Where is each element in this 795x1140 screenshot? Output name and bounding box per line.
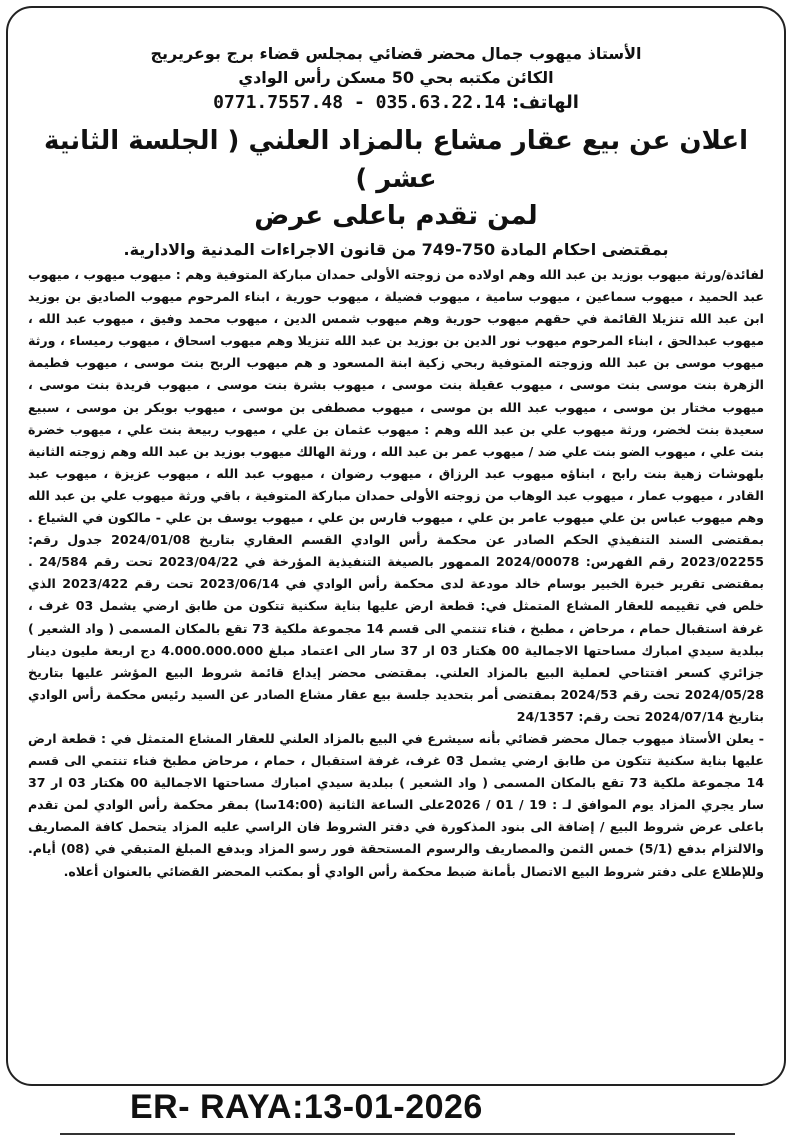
parties-and-references-paragraph: لفائدة/ورثة ميهوب بوزيد بن عبد الله وهم اولاده من زوجته الأولى حمدان مباركة المتوفية وهم : ميهوب ميهوب ، ميهوب عبد الحميد ، ميهوب سماعين ، ميهوب سامية ، ميهوب فضيلة ، ميهوب حورية ، ابناء المرحوم ميهوب الصاديق بن بوزيد ابن عبد الله تنزيلا القائمة في حقهم ميهوب حورية وهم ميهوب شمس الدين ، ميهوب محمد وفيق ، ميهوب عبد الله ، ميهوب عبدالحق ، ابناء المرحوم ميهوب نور الدين بن بوزيد بن عبد الله تنزيلا وهم ميهوب اسحاق ، ميهوب رميساء ، ورثة ميهوب موسى بن عبد الله وزوجته المتوفية ربحي زكية ابنة المسعود و هم ميهوب الربح بنت موسى ، ميهوب فطيمة الزهرة بنت موسى بنت موسى ، ميهوب عقيلة بنت موسى ، ميهوب بشرة بنت موسى ، ميهوب فريدة بنت موسى ، ميهوب مختار بن موسى ، ميهوب عبد الله بن موسى ، ميهوب مصطفى بن موسى ، ميهوب بوبكر بن موسى ، سبيع سعيدة بنت لخضر، ورثة ميهوب علي بن عبد الله وهم : ميهوب عثمان بن علي ، ميهوب ربيعة بنت علي ، ميهوب خضرة بنت علي ، ميهوب الضو بنت علي ضد / ميهوب عمر بن عبد الله ، ورثة الهالك ميهوب بوزيد بن عبد الله وهم زوجته الثانية بلهوشات زهية بنت رابح ، ابناؤه ميهوب عبد الرزاق ، ميهوب رضوان ، ميهوب عبد الله ، ميهوب عزيزة ، ميهوب عبد القادر ، ميهوب عمار ، ميهوب عبد الوهاب من زوجته الأولى حمدان مباركة المتوفية ، باقي ورثة ميهوب علي بن عبد الله وهم ميهوب عباس بن علي ميهوب عامر بن علي ، ميهوب فارس بن علي ، ميهوب يوسف بن علي - مالكون في الشياع . بمقتضى السند التنفيذي الحكم الصادر عن محكمة رأس الوادي القسم العقاري بتاريخ 2024/01/08 جدول رقم: 2023/02255 رقم الفهرس: 2024/00078 الممهور بالصيغة التنفيذية المؤرخة في 2023/04/22 تحت رقم 24/584 . بمقتضى تقرير خبرة الخبير بوسام خالد مودعة لدى محكمة رأس الوادي في 2023/06/14 تحت رقم 2023/422 الذي خلص في تقييمه للعقار المشاع المتمثل في: قطعة ارض عليها بناية سكنية تتكون من طابق ارضي يشمل 03 غرف ، غرفة استقبال حمام ، مرحاض ، مطبخ ، فناء تنتمي الى قسم 14 مجموعة ملكية 73 تقع بالمكان المسمى ( واد الشعير ) ببلدية سيدي امبارك مساحتها الاجمالية 00 هكتار 03 ار 37 سار الى اعتماد مبلغ 4.000.000.000 دج اربعة مليون دينار جزائري كسعر افتتاحي لعملية البيع بالمزاد العلني. بمقتضى محضر إيداع قائمة شروط البيع المؤشر عليها بتاريخ 2024/05/28 تحت رقم 2024/53 بمقتضى أمر بتحديد جلسة بيع عقار مشاع الصادر عن السيد رئيس محكمة رأس الوادي بتاريخ 2024/07/14 تحت رقم: 24/1357: [28, 267, 765, 724]
announcement-frame: [6, 6, 786, 1086]
announcement-body: [28, 264, 764, 883]
announcement-title-line2: لمن تقدم باعلى عرض: [254, 201, 538, 231]
phone-line: [28, 90, 764, 116]
sale-details-paragraph: - يعلن الأستاذ ميهوب جمال محضر قضائي بأنه سيشرع في البيع بالمزاد العلني للعقار المشاع المتمثل في : قطعة ارض عليها بناية سكنية تتكون من طابق ارضي يشمل 03 غرف، غرفة استقبال ، حمام ، مرحاض مطبخ فناء تنتمي الى قسم 14 مجموعة ملكية 73 تقع بالمكان المسمى ( واد الشعير ) ببلدية سيدي امبارك مساحتها الاجمالية 00 هكتار 03 ار 37 سار يجري المزاد يوم الموافق لـ : 19 / 01 / 2026على الساعة الثانية (14:00سا) بمقر محكمة رأس الوادي لمن تقدم باعلى عرض شروط البيع / إضافة الى بنود المذكورة في دفتر الشروط فان الراسي عليه المزاد يتحمل كافة المصاريف والالتزام بدفع (5/1) خمس الثمن والمصاريف والرسوم المستحقة فور رسو المزاد وبدفع المبلغ المتبقي في (08) أيام. وللإطلاع على دفتر شروط البيع الاتصال بأمانة ضبط محكمة رأس الوادي أو بمكتب المحضر القضائي بالعنوان أعلاه.: [28, 730, 765, 879]
newspaper-footer: ER- RAYA:13-01-2026: [130, 1088, 483, 1126]
bottom-divider: [60, 1133, 735, 1135]
phone-numbers: 0771.7557.48 - 035.63.22.14: [213, 92, 506, 113]
bailiff-name-line: الأستاذ ميهوب جمال محضر قضائي بمجلس قضاء برج بوعريريج: [150, 44, 642, 63]
phone-label: الهاتف:: [511, 92, 579, 113]
office-address-line: الكائن مكتبه بحي 50 مسكن رأس الوادي: [238, 68, 554, 87]
announcement-title: اعلان عن بيع عقار مشاع بالمزاد العلني ( الجلسة الثانية عشر ): [43, 126, 748, 194]
legal-basis-line: بمقتضى احكام المادة 750-749 من قانون الاجراءات المدنية والادارية.: [123, 240, 669, 259]
